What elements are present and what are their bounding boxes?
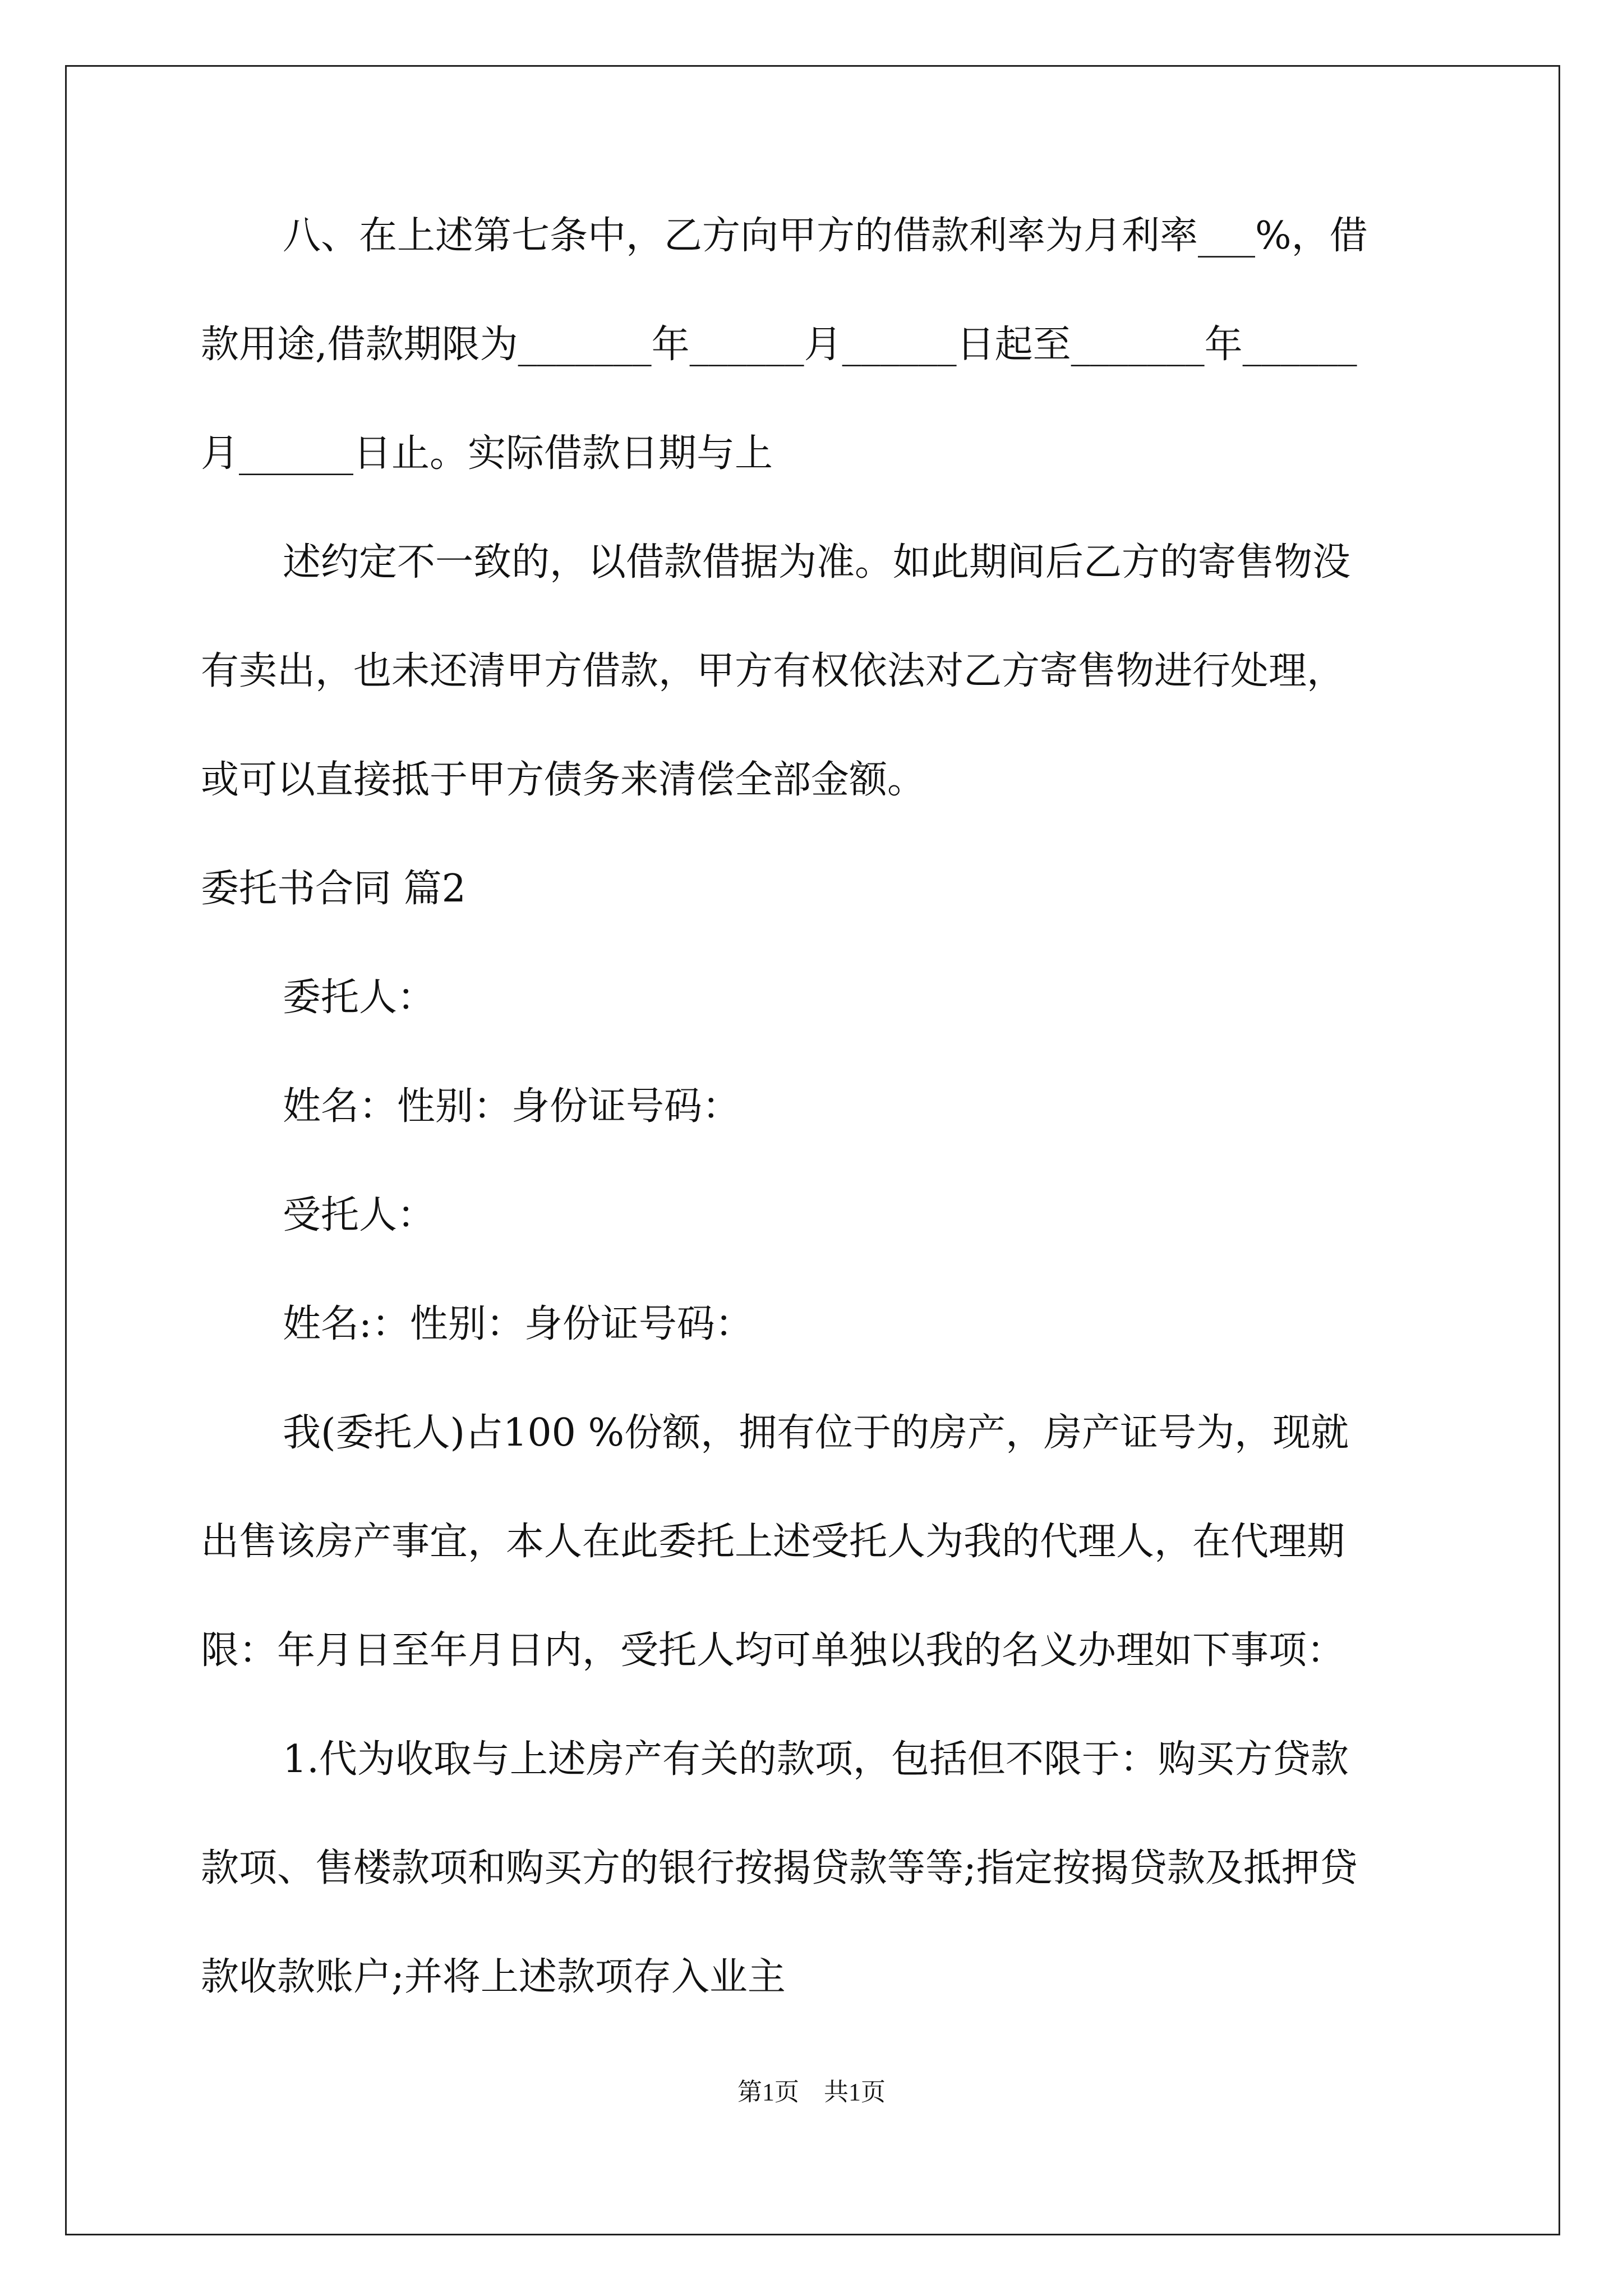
- paragraph-line: 有卖出，也未还清甲方借款，甲方有权依法对乙方寄售物进行处理，: [201, 649, 1345, 693]
- paragraph-line: 或可以直接抵于甲方债务来清偿全部金额。: [201, 758, 926, 802]
- paragraph-line: 月______日止。实际借款日期与上: [201, 431, 773, 476]
- paragraph-line: 委托人：: [283, 976, 436, 1020]
- paragraph-line: 姓名：性别：身份证号码：: [283, 1084, 741, 1129]
- paragraph-line: 款收款账户;并将上述款项存入业主: [201, 1955, 786, 1999]
- page-number: 第1页 共1页: [737, 2078, 886, 2106]
- paragraph-line: 我(委托人)占100 %份额，拥有位于的房产，房产证号为，现就: [283, 1411, 1349, 1455]
- paragraph-line: 八、在上述第七条中，乙方向甲方的借款利率为月利率___%，借: [283, 214, 1368, 258]
- paragraph-line: 受托人：: [283, 1193, 436, 1237]
- section-heading: 委托书合同 篇2: [201, 867, 466, 911]
- paragraph-line: 姓名:：性别：身份证号码：: [283, 1302, 753, 1346]
- paragraph-line: 款用途,借款期限为_______年______月______日起至_______年______: [201, 323, 1357, 367]
- paragraph-line: 述约定不一致的，以借款借据为准。如此期间后乙方的寄售物没: [283, 540, 1351, 585]
- paragraph-line: 1.代为收取与上述房产有关的款项，包括但不限于：购买方贷款: [283, 1737, 1349, 1782]
- document-body: [201, 208, 1429, 2058]
- paragraph-line: 出售该房产事宜，本人在此委托上述受托人为我的代理人，在代理期: [201, 1520, 1345, 1564]
- paragraph-line: 限：年月日至年月日内，受托人均可单独以我的名义办理如下事项：: [201, 1628, 1345, 1673]
- paragraph-line: 款项、售楼款项和购买方的银行按揭贷款等等;指定按揭贷款及抵押贷: [201, 1846, 1358, 1890]
